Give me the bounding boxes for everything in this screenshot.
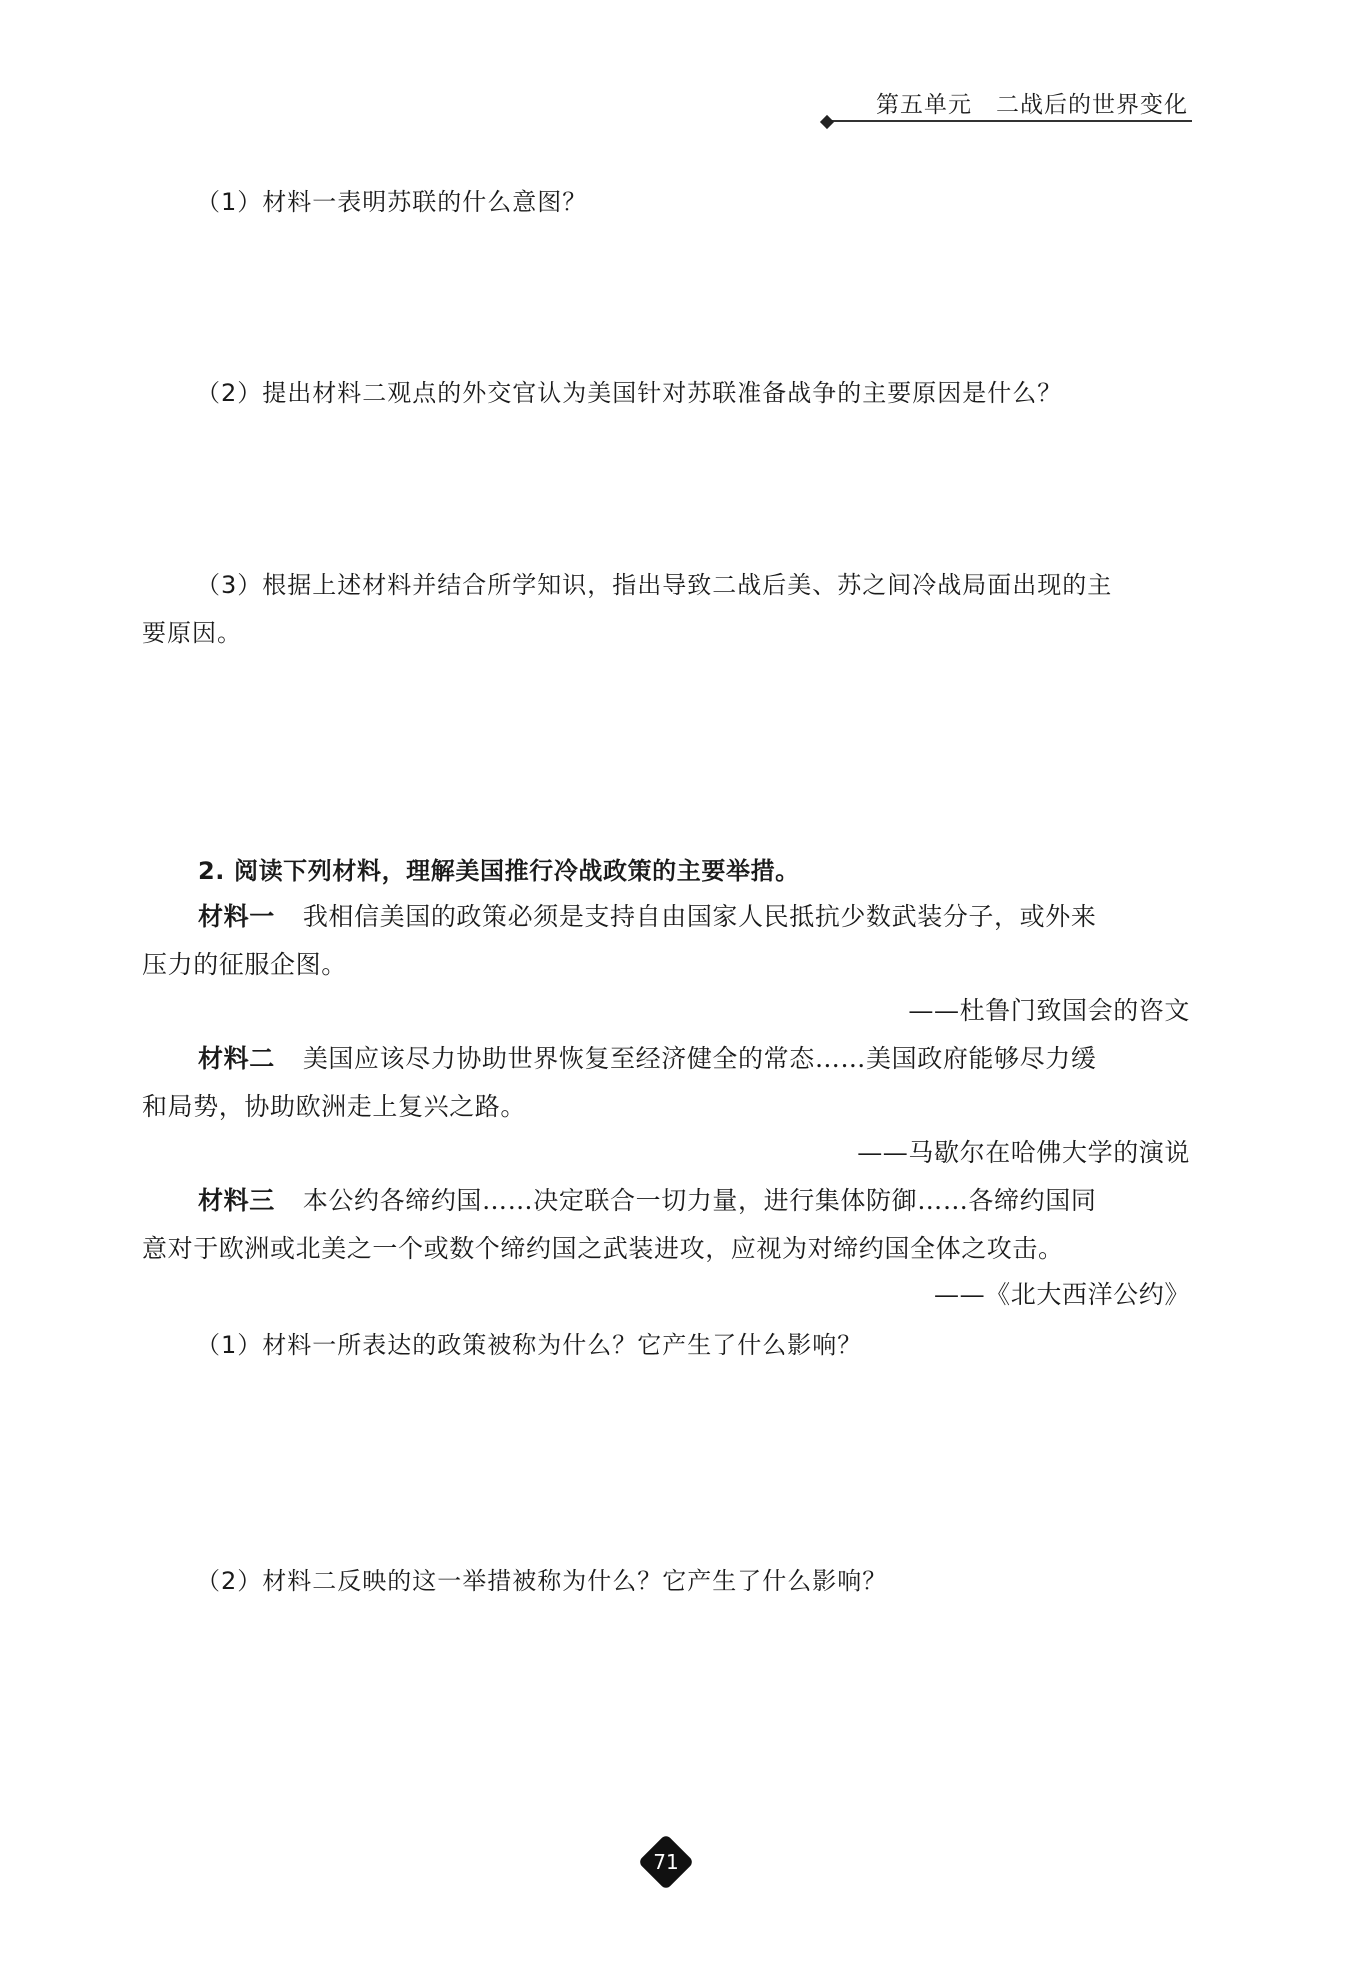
page-number-badge [640, 1836, 692, 1888]
question-1-3-line2: 要原因。 [142, 619, 242, 647]
material-1-label: 材料一 [198, 902, 275, 931]
material-1-source: ——杜鲁门致国会的咨文 [908, 996, 1190, 1025]
material-1-text: 我相信美国的政策必须是支持自由国家人民抵抗少数武装分子，或外来 [302, 902, 1097, 931]
material-1-line2: 压力的征服企图。 [142, 950, 347, 979]
material-2-line1 [198, 1042, 1096, 1076]
question-1-2: （2）提出材料二观点的外交官认为美国针对苏联准备战争的主要原因是什么？ [196, 379, 1063, 407]
material-2-text: 美国应该尽力协助世界恢复至经济健全的常态……美国政府能够尽力缓 [302, 1044, 1097, 1073]
material-3-line2: 意对于欧洲或北美之一个或数个缔约国之武装进攻，应视为对缔约国全体之攻击。 [142, 1234, 1064, 1263]
material-3-line1 [198, 1184, 1096, 1218]
header-title [876, 86, 1188, 119]
diamond-icon [820, 115, 834, 129]
unit-label: 第五单元 [876, 92, 972, 118]
unit-title: 二战后的世界变化 [996, 92, 1188, 118]
question-2-1: （1）材料一所表达的政策被称为什么？它产生了什么影响？ [196, 1331, 863, 1359]
section-2-heading: 2. 阅读下列材料，理解美国推行冷战政策的主要举措。 [198, 857, 800, 885]
material-2-label: 材料二 [198, 1044, 275, 1073]
question-1-1: （1）材料一表明苏联的什么意图？ [196, 188, 588, 216]
material-3-text: 本公约各缔约国……决定联合一切力量，进行集体防御……各缔约国同 [302, 1186, 1097, 1215]
material-2-source: ——马歇尔在哈佛大学的演说 [857, 1138, 1190, 1167]
question-2-2: （2）材料二反映的这一举措被称为什么？它产生了什么影响？ [196, 1567, 888, 1595]
question-1-3-line1: （3）根据上述材料并结合所学知识，指出导致二战后美、苏之间冷战局面出现的主 [196, 571, 1113, 599]
material-1-line1 [198, 900, 1096, 934]
material-2-line2: 和局势，协助欧洲走上复兴之路。 [142, 1092, 527, 1121]
page-header [828, 86, 1192, 122]
material-3-source: ——《北大西洋公约》 [933, 1280, 1190, 1309]
material-3-label: 材料三 [198, 1186, 275, 1215]
page-number: 71 [653, 1850, 679, 1874]
